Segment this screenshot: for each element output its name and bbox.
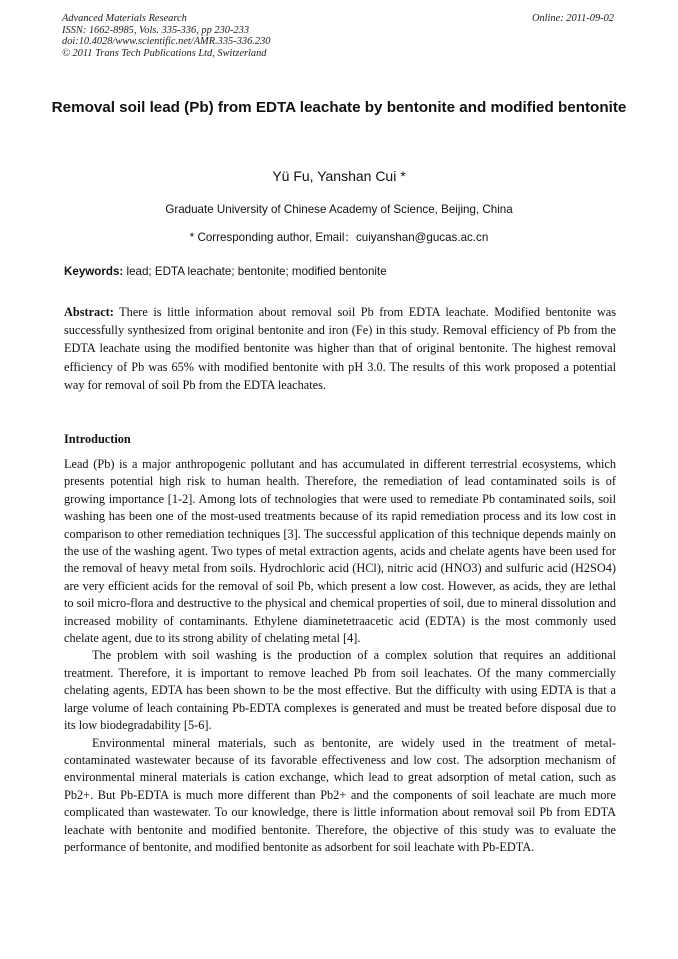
journal-name: Advanced Materials Research — [62, 13, 187, 24]
keywords — [64, 265, 616, 278]
section-heading-introduction: Introduction — [64, 432, 131, 446]
corresponding-author: * Corresponding author, Email：cuiyanshan@gucas.ac.cn — [189, 231, 489, 244]
abstract-text: There is little information about removal soil Pb from EDTA leachate. Modified bentonite was successfully synthesized from original bentonite and iron (Fe) in this study. Removal efficiency of Pb from the EDTA leachate using the modified bentonite was higher than that of original bentonite. The highest removal efficiency of Pb was 65% with modified bentonite with pH 3.0. The results of this work proposed a potential way for removal of soil Pb from the EDTA leachates. — [64, 305, 616, 392]
journal-doi: doi:10.4028/www.scientific.net/AMR.335-336.230 — [62, 36, 271, 48]
paper-authors: Yü Fu, Yanshan Cui * — [272, 168, 406, 184]
introduction-body — [64, 456, 616, 856]
journal-header — [62, 13, 270, 59]
keywords-text: lead; EDTA leachate; bentonite; modified bentonite — [123, 265, 387, 278]
author-affiliation: Graduate University of Chinese Academy of Science, Beijing, China — [165, 203, 513, 216]
intro-paragraph: Environmental mineral materials, such as bentonite, are widely used in the treatment of metal-contaminated wastewater because of its favorable effectiveness and low cost. The adsorption mechanism of environmental mineral materials is cation exchange, which lead to great adsorption of metal cation, such as Pb2+. But Pb-EDTA is much more different than Pb2+ and the components of soil leachate are much more complicated than wastewater. To our knowledge, there is little information about removal soil Pb from EDTA leachate with bentonite and modified bentonite. Therefore, the objective of this study was to evaluate the performance of bentonite, and modified bentonite as adsorbent for soil leachate with Pb-EDTA. — [64, 735, 616, 854]
intro-paragraph: The problem with soil washing is the production of a complex solution that requires an additional treatment. Therefore, it is important to remove leached Pb from soil leachates. Of the many commercially chelating agents, EDTA has been shown to be the most effective. But the difficulty with using EDTA is that a large volume of leach containing Pb-EDTA complexes is generated and must be treated before disposal due to its low biodegradability [5-6]. — [64, 648, 616, 733]
paper-title: Removal soil lead (Pb) from EDTA leachate by bentonite and modified bentonite — [51, 99, 627, 116]
keywords-label: Keywords: — [64, 265, 124, 278]
intro-paragraph: Lead (Pb) is a major anthropogenic pollutant and has accumulated in different terrestrial ecosystems, which presents potential high risk to human health. Therefore, the remediation of lead contaminated soils is of growing importance [1-2]. Among lots of technologies that were used to remediate Pb contaminated soils, soil washing has been one of the most-used treatments because of its rapid remediation process and its low cost in comparison to other remediation techniques [3]. The successful application of this technique depends mainly on the use of the washing agent. Two types of metal extraction agents, acids and chelate agents have been used for the removal of heavy metal from soils. Hydrochloric acid (HCl), nitric acid (HNO3) and sulfuric acid (H2SO4) are very efficient acids for the removal of soil Pb, which present a low cost. However, as acids, they are lethal to soil micro-flora and destructive to the physical and chemical properties of soil, due to mineral dissolution and increased mobility of contaminants. Ethylene diaminetetraacetic acid (EDTA) is the most commonly used chelate agent, due to its strong ability of chelating metal [4]. — [64, 457, 616, 646]
abstract — [64, 303, 616, 394]
journal-copyright: © 2011 Trans Tech Publications Ltd, Switzerland — [62, 47, 267, 59]
online-date: Online: 2011-09-02 — [531, 13, 614, 24]
abstract-label: Abstract: — [64, 305, 114, 319]
journal-issn: ISSN: 1662-8985, Vols. 335-336, pp 230-233 — [62, 24, 250, 36]
